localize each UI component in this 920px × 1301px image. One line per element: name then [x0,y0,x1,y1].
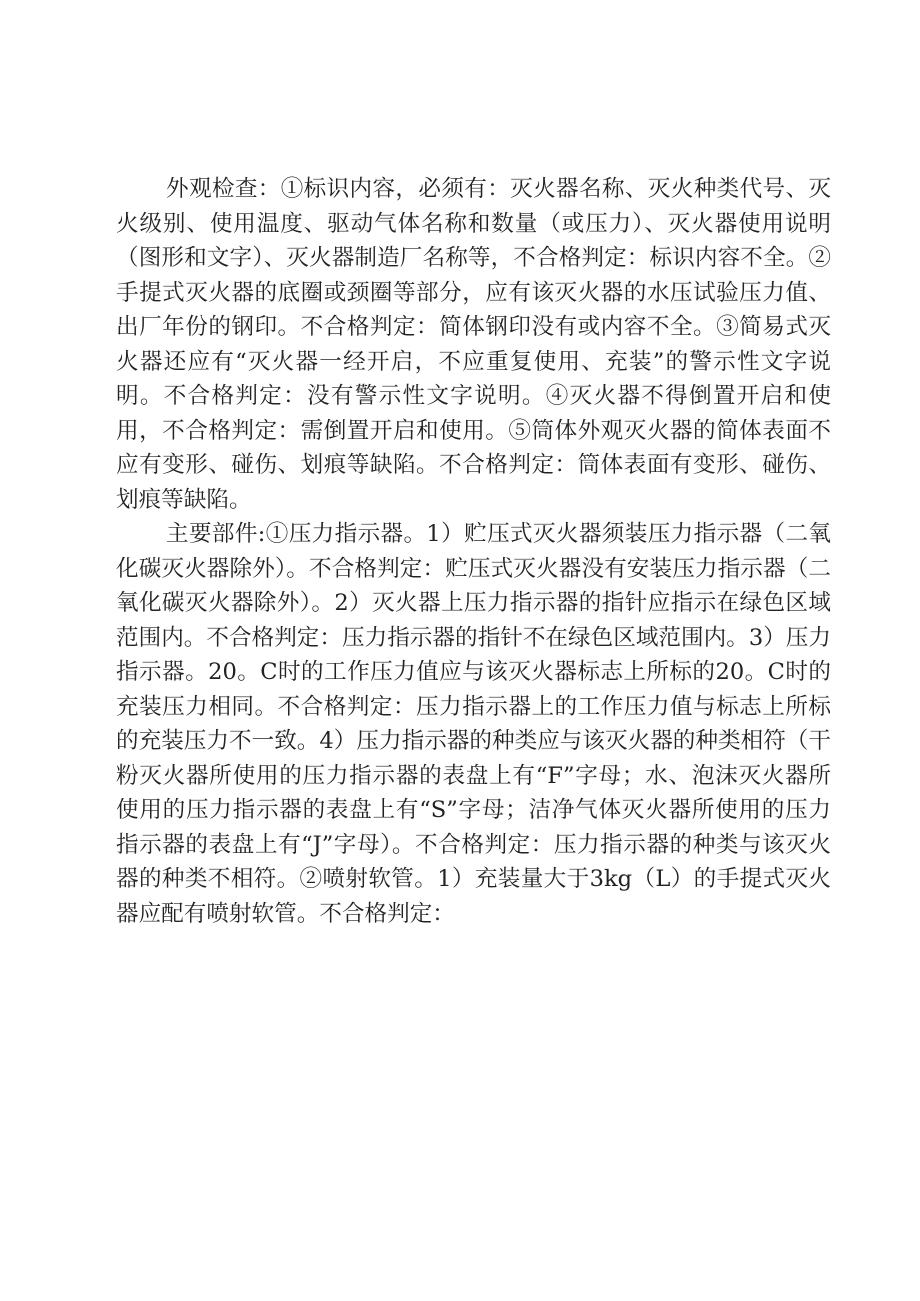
paragraph-appearance-inspection: 外观检查：①标识内容，必须有：灭火器名称、灭火种类代号、灭火级别、使用温度、驱动气体名称和数量（或压力）、灭火器使用说明（图形和文字）、灭火器制造厂名称等，不合格判定：标识内容不全。②手提式灭火器的底圈或颈圈等部分，应有该灭火器的水压试验压力值、出厂年份的钢印。不合格判定：简体钢印没有或内容不全。③简易式灭火器还应有“灭火器一经开启，不应重复使用、充装”的警示性文字说明。不合格判定：没有警示性文字说明。④灭火器不得倒置开启和使用，不合格判定：需倒置开启和使用。⑤筒体外观灭火器的简体表面不应有变形、碰伤、划痕等缺陷。不合格判定：筒体表面有变形、碰伤、划痕等缺陷。 [116,176,831,513]
body-text [116,172,831,931]
paragraph-main-components: 主要部件:①压力指示器。1）贮压式灭火器须装压力指示器（二氧化碳灭火器除外）。不合格判定：贮压式灭火器没有安装压力指示器（二氧化碳灭火器除外）。2）灭火器上压力指示器的指针应指示在绿色区域范围内。不合格判定：压力指示器的指针不在绿色区域范围内。3）压力指示器。20。C时的工作压力值应与该灭火器标志上所标的20。C时的充装压力相同。不合格判定：压力指示器上的工作压力值与标志上所标的充装压力不一致。4）压力指示器的种类应与该灭火器的种类相符（干粉灭火器所使用的压力指示器的表盘上有“F”字母；水、泡沫灭火器所使用的压力指示器的表盘上有“S”字母；洁净气体灭火器所使用的压力指示器的表盘上有“J”字母）。不合格判定：压力指示器的种类与该灭火器的种类不相符。②喷射软管。1）充装量大于3kg（L）的手提式灭火器应配有喷射软管。不合格判定： [116,521,831,927]
